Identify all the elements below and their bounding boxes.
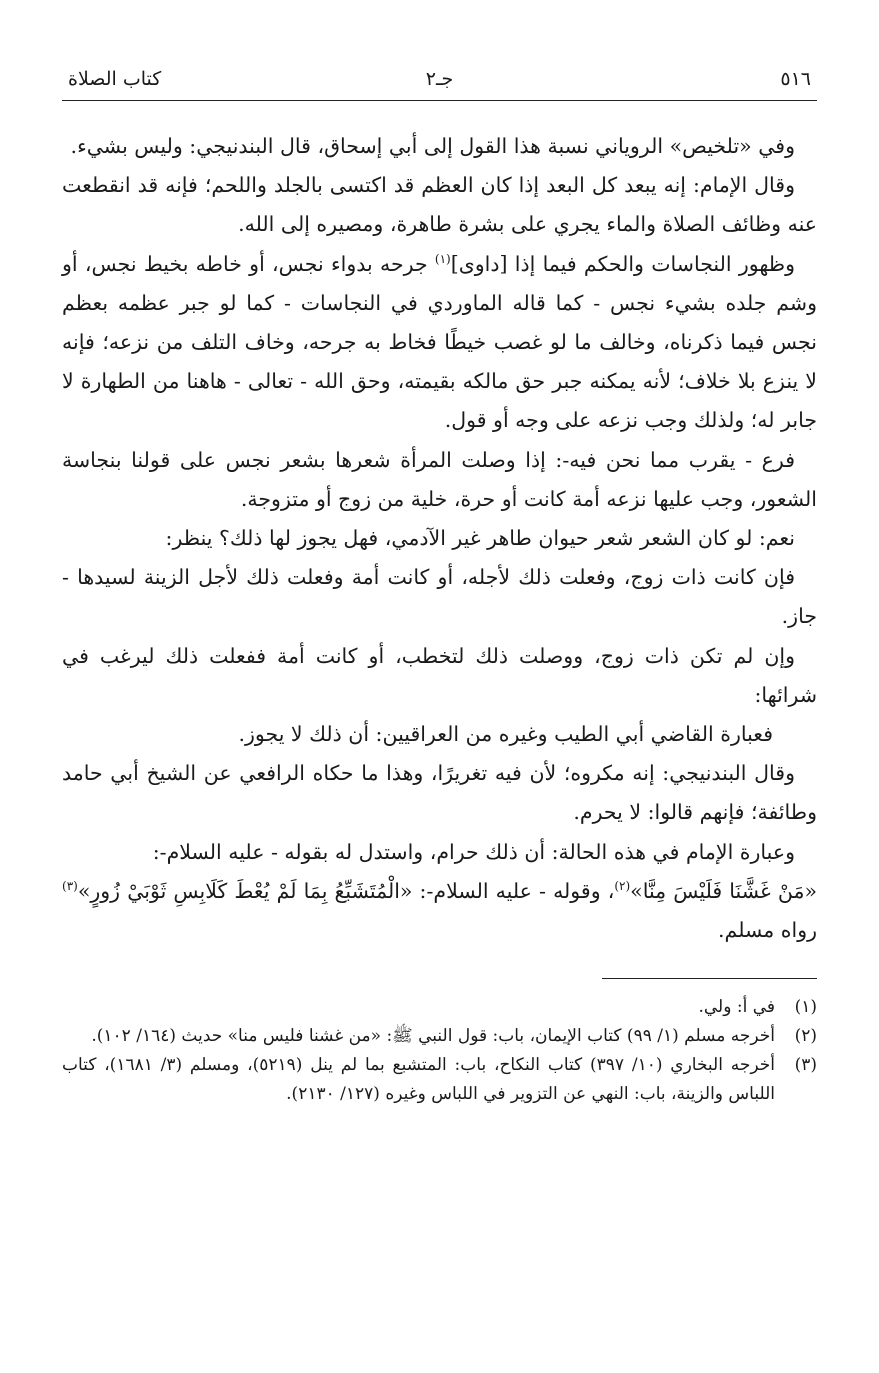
- paragraph: وعبارة الإمام في هذه الحالة: أن ذلك حرام، واستدل له بقوله - عليه السلام-:: [152, 839, 795, 864]
- paragraph: نعم: لو كان الشعر شعر حيوان طاهر غير الآدمي، فهل يجوز لها ذلك؟ ينظر:: [165, 526, 795, 551]
- book-page: [62, 62, 817, 1109]
- hadith-paragraph: [62, 872, 817, 950]
- footnote-item: [62, 1022, 817, 1051]
- footnote-item: [62, 993, 817, 1022]
- book-title: كتاب الصلاة: [68, 68, 162, 90]
- hadith-quote: ، وقوله - عليه السلام-: «الْمُتَشَبِّعُ بِمَا لَمْ يُعْطَ كَلَابِسِ ثَوْبَيْ زُورٍ»: [77, 878, 615, 903]
- paragraph: [62, 245, 817, 441]
- paragraph-text: وظهور النجاسات والحكم فيما إذا [داوى]: [450, 251, 795, 276]
- footnote-number: (٣): [794, 1055, 817, 1076]
- volume-label: جـ٢: [425, 68, 454, 90]
- paragraph-text: رواه مسلم.: [718, 918, 817, 943]
- paragraph-text: جرحه بدواء نجس، أو خاطه بخيط نجس، أو وشم جلده بشيء نجس - كما قاله الماوردي في النجاسات - كما لو جبر عظمه بعظم نجس فيما ذكرناه، وخالف ما لو غصب خيطًا فخاط به جرحه، وخاف التلف من نزعه؛ فإنه لا ينزع بلا خلاف؛ لأنه يمكنه جبر حق مالكه بقيمته، وحق الله - تعالى - هاهنا من الطهارة لا جابر له؛ ولذلك وجب نزعه على وجه أو قول.: [62, 251, 817, 433]
- footnote-number: (١): [794, 997, 817, 1018]
- footnote-number: (٢): [794, 1026, 817, 1047]
- footnotes: [62, 993, 817, 1109]
- paragraph: وقال الإمام: إنه يبعد كل البعد إذا كان العظم قد اكتسى بالجلد واللحم؛ فإنه قد انقطعت عنه وظائف الصلاة والماء يجري على بشرة طاهرة، ومصيره إلى الله.: [62, 173, 817, 237]
- main-text: [62, 127, 817, 950]
- hadith-quote: «مَنْ غَشَّنَا فَلَيْسَ مِنَّا»: [630, 878, 817, 903]
- footnote-reference[interactable]: (٢): [614, 879, 631, 894]
- footnote-divider: [602, 978, 817, 979]
- footnote-text: أخرجه البخاري (١٠/ ٣٩٧) كتاب النكاح، باب: المتشبع بما لم ينل (٥٢١٩)، ومسلم (٣/ ١٦٨١)، كتاب اللباس والزينة، باب: النهي عن التزوير في اللباس وغيره (١٢٧/ ٢١٣٠).: [62, 1055, 775, 1105]
- footnote-text: في أ: ولي.: [698, 997, 775, 1018]
- paragraph: فعبارة القاضي أبي الطيب وغيره من العراقيين: أن ذلك لا يجوز.: [238, 722, 773, 747]
- page-header: [62, 62, 817, 101]
- page-number: ٥١٦: [780, 68, 811, 90]
- paragraph: فإن كانت ذات زوج، وفعلت ذلك لأجله، أو كانت أمة وفعلت ذلك لأجل الزينة لسيدها - جاز.: [62, 565, 817, 629]
- footnote-reference[interactable]: (١): [434, 251, 451, 266]
- paragraph: وفي «تلخيص» الروياني نسبة هذا القول إلى أبي إسحاق، قال البندنيجي: وليس بشيء.: [70, 134, 795, 158]
- paragraph: وإن لم تكن ذات زوج، ووصلت ذلك لتخطب، أو كانت أمة ففعلت ذلك ليرغب في شرائها:: [62, 643, 817, 707]
- paragraph: وقال البندنيجي: إنه مكروه؛ لأن فيه تغريرًا، وهذا ما حكاه الرافعي عن الشيخ أبي حامد وطائفة؛ فإنهم قالوا: لا يحرم.: [62, 761, 817, 825]
- paragraph: فرع - يقرب مما نحن فيه-: إذا وصلت المرأة شعرها بشعر نجس على قولنا بنجاسة الشعور، وجب عليها نزعه أمة كانت أو حرة، خلية من زوج أو متزوجة.: [62, 447, 817, 511]
- footnote-reference[interactable]: (٣): [62, 879, 78, 894]
- footnote-item: [62, 1051, 817, 1109]
- footnote-text: أخرجه مسلم (١/ ٩٩) كتاب الإيمان، باب: قول النبي ﷺ: «من غشنا فليس منا» حديث (١٦٤/ ١٠٢).: [91, 1026, 775, 1047]
